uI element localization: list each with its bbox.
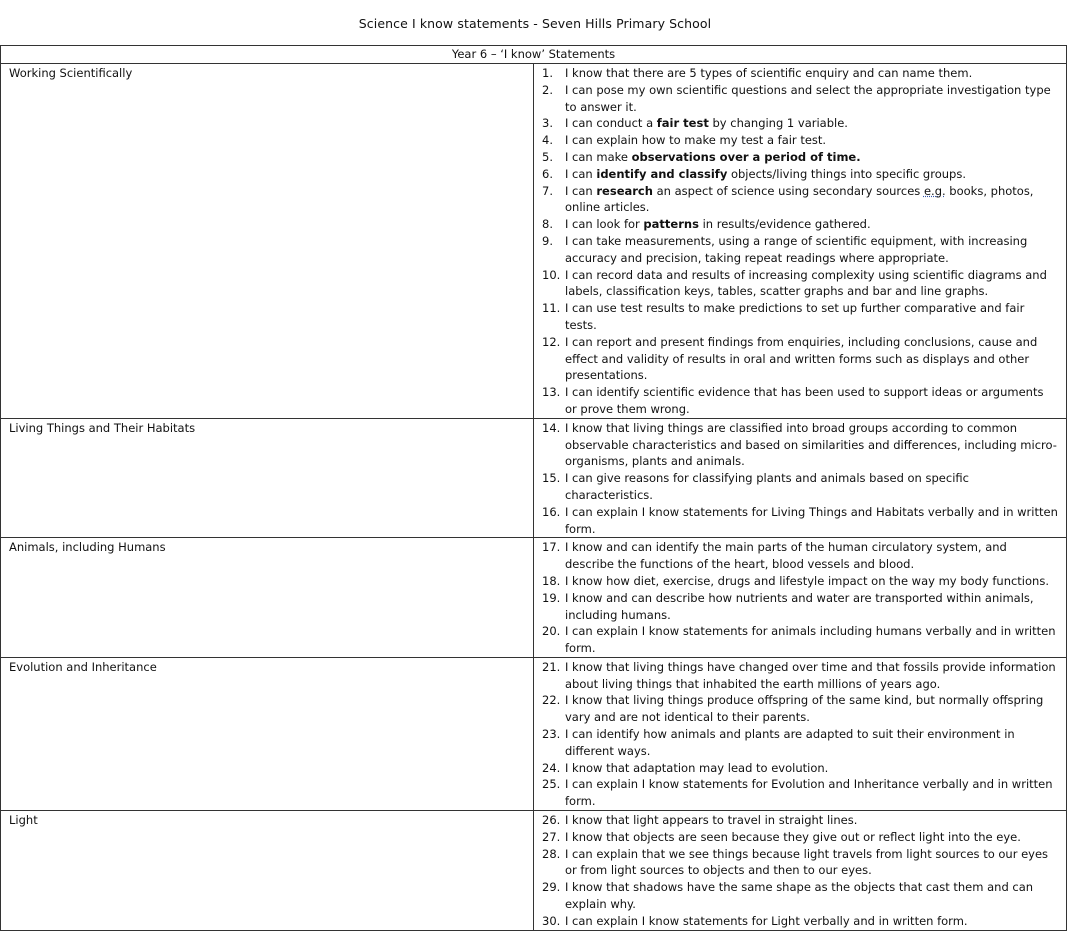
statement-text-part: I can identify how animals and plants are adapted to suit their environment in different ways. xyxy=(565,727,1015,758)
statement-item xyxy=(542,384,1058,418)
statement-item xyxy=(542,82,1058,116)
statements-table xyxy=(0,45,1067,931)
statement-text xyxy=(565,623,1058,657)
statement-text xyxy=(565,846,1058,880)
statement-text-part: I can explain I know statements for Light verbally and in written form. xyxy=(565,913,968,928)
statement-item xyxy=(542,760,1058,777)
statement-keyword: research xyxy=(596,183,653,198)
statement-keyword: fair test xyxy=(656,116,709,131)
statement-item xyxy=(542,132,1058,149)
subject-label: Living Things and Their Habitats xyxy=(1,418,534,538)
statement-number: 10. xyxy=(542,267,561,282)
statement-text-part: I know and can describe how nutrients and water are transported within animals, including humans. xyxy=(565,590,1034,622)
statement-text-part: I know that adaptation may lead to evolution. xyxy=(565,760,829,775)
statement-text xyxy=(565,590,1058,624)
statement-text xyxy=(565,82,1058,116)
statement-text xyxy=(565,573,1058,590)
statement-item xyxy=(542,166,1058,183)
statement-text-part: I can pose my own scientific questions and select the appropriate investigation type to answer it. xyxy=(565,82,1051,114)
table-header: Year 6 – ‘I know’ Statements xyxy=(1,46,1067,64)
statement-text xyxy=(565,267,1058,301)
statement-text-part: books, photos, online articles. xyxy=(565,183,1034,215)
statement-text xyxy=(565,776,1058,810)
statement-text xyxy=(565,420,1058,470)
statement-text xyxy=(565,879,1058,913)
statement-text-part: I can identify scientific evidence that has been used to support ideas or arguments or prove them wrong. xyxy=(565,385,1044,416)
statement-list xyxy=(534,418,1067,538)
statement-number: 18. xyxy=(542,573,561,588)
statement-item xyxy=(542,590,1058,624)
statement-number: 2. xyxy=(542,82,553,97)
statement-item xyxy=(542,300,1058,334)
statement-item xyxy=(542,65,1058,82)
statement-text xyxy=(565,300,1058,334)
statement-number: 24. xyxy=(542,760,561,775)
subject-label: Animals, including Humans xyxy=(1,538,534,658)
statement-item xyxy=(542,623,1058,657)
statement-item xyxy=(542,420,1058,470)
statement-text xyxy=(565,659,1058,693)
statement-item xyxy=(542,334,1058,384)
statement-text xyxy=(565,504,1058,538)
statement-text-part: I can explain how to make my test a fair test. xyxy=(565,133,827,148)
statement-number: 14. xyxy=(542,420,561,435)
statement-text-part: I can explain I know statements for Living Things and Habitats verbally and in written form. xyxy=(565,504,1058,536)
statement-item xyxy=(542,115,1058,132)
statement-item xyxy=(542,846,1058,880)
statement-text-part: in results/evidence gathered. xyxy=(698,217,871,232)
statement-item xyxy=(542,149,1058,166)
section-row xyxy=(1,657,1067,810)
statement-number: 15. xyxy=(542,471,561,486)
statement-list xyxy=(534,64,1067,419)
statement-number: 16. xyxy=(542,504,561,519)
statement-text-part: I know that living things produce offspring of the same kind, but normally offspring vary and are not identical to their parents. xyxy=(565,693,1044,725)
statement-text-part: I can xyxy=(565,166,597,181)
statement-text-part: I know how diet, exercise, drugs and lifestyle impact on the way my body functions. xyxy=(565,573,1049,588)
statement-text-part: I know that living things are classified into broad groups according to common observable characteristics and based on similarities and differences, including micro-organisms, plants and animals. xyxy=(565,420,1057,469)
statement-text xyxy=(565,726,1058,760)
statement-text-part: I can make xyxy=(565,149,632,164)
statement-number: 29. xyxy=(542,880,561,895)
statement-number: 13. xyxy=(542,385,561,400)
statement-number: 8. xyxy=(542,217,553,232)
section-row xyxy=(1,418,1067,538)
statement-text xyxy=(565,913,1058,930)
statement-text-part: I can take measurements, using a range of scientific equipment, with increasing accuracy and precision, taking repeat readings where appropriate. xyxy=(565,233,1028,265)
statement-number: 5. xyxy=(542,149,553,164)
statement-number: 21. xyxy=(542,659,561,674)
statement-text xyxy=(565,470,1058,504)
statement-text xyxy=(565,149,1058,166)
statement-number: 27. xyxy=(542,829,561,844)
statement-text-part: objects/living things into specific groups. xyxy=(727,166,966,181)
statement-text xyxy=(565,334,1058,384)
statement-item xyxy=(542,659,1058,693)
statement-text-part: I know that objects are seen because they give out or reflect light into the eye. xyxy=(565,829,1021,844)
statement-text xyxy=(565,760,1058,777)
statement-item xyxy=(542,726,1058,760)
statement-item xyxy=(542,539,1058,573)
statement-keyword: observations over a period of time. xyxy=(631,149,861,164)
statement-number: 19. xyxy=(542,590,561,605)
statement-number: 17. xyxy=(542,540,561,555)
statement-number: 25. xyxy=(542,777,561,792)
page-title: Science I know statements - Seven Hills Primary School xyxy=(358,16,712,31)
statement-number: 6. xyxy=(542,166,553,181)
statement-number: 28. xyxy=(542,846,561,861)
statement-text xyxy=(565,183,1058,217)
statement-text xyxy=(565,65,1058,82)
statement-text xyxy=(565,692,1058,726)
statement-item xyxy=(542,504,1058,538)
section-row xyxy=(1,64,1067,419)
statement-text-part: I can xyxy=(565,183,597,198)
statement-text-part: I know and can identify the main parts of the human circulatory system, and describe the functions of the heart, blood vessels and blood. xyxy=(565,540,1007,572)
statement-text-part: I can conduct a xyxy=(565,116,657,131)
statement-number: 23. xyxy=(542,727,561,742)
subject-label: Light xyxy=(1,811,534,931)
section-row xyxy=(1,538,1067,658)
statement-text-part: I can report and present findings from enquiries, including conclusions, cause and effect and validity of results in oral and written forms such as displays and other presentations. xyxy=(565,334,1038,383)
statement-item xyxy=(542,692,1058,726)
statement-number: 20. xyxy=(542,624,561,639)
statement-item xyxy=(542,812,1058,829)
statement-item xyxy=(542,470,1058,504)
statement-text xyxy=(565,829,1058,846)
statement-item xyxy=(542,233,1058,267)
statement-number: 12. xyxy=(542,334,561,349)
statement-number: 11. xyxy=(542,301,561,316)
statement-text xyxy=(565,384,1058,418)
statement-text xyxy=(565,539,1058,573)
statement-item xyxy=(542,879,1058,913)
statement-number: 7. xyxy=(542,183,553,198)
statement-text xyxy=(565,115,1058,132)
statement-text xyxy=(565,216,1058,233)
statement-text-part: I know that living things have changed over time and that fossils provide information about living things that inhabited the earth millions of years ago. xyxy=(565,659,1056,691)
statement-text xyxy=(565,812,1058,829)
statement-text-part: I can record data and results of increasing complexity using scientific diagrams and labels, classification keys, tables, scatter graphs and bar and line graphs. xyxy=(565,267,1047,299)
statement-text-part: I can explain that we see things because light travels from light sources to our eyes or from light sources to objects and then to our eyes. xyxy=(565,846,1049,878)
statement-number: 1. xyxy=(542,66,553,80)
statement-item xyxy=(542,776,1058,810)
statement-item xyxy=(542,216,1058,233)
statement-number: 30. xyxy=(542,913,561,928)
statement-text-part: I can give reasons for classifying plants and animals based on specific characteristics. xyxy=(565,471,969,502)
statement-text xyxy=(565,132,1058,149)
statement-keyword: patterns xyxy=(643,217,699,232)
statement-text-part: by changing 1 variable. xyxy=(708,116,848,131)
subject-label: Evolution and Inheritance xyxy=(1,657,534,810)
statement-keyword: identify and classify xyxy=(596,166,728,181)
statement-text-part: I can look for xyxy=(565,217,644,232)
statement-text-part: I can explain I know statements for animals including humans verbally and in written form. xyxy=(565,624,1056,656)
statement-text-part: I can use test results to make predictions to set up further comparative and fair tests. xyxy=(565,301,1025,332)
subject-label: Working Scientifically xyxy=(1,64,534,419)
statement-number: 22. xyxy=(542,693,561,708)
statement-text-part: I can explain I know statements for Evolution and Inheritance verbally and in written form. xyxy=(565,777,1053,809)
statement-number: 3. xyxy=(542,116,553,131)
statement-text xyxy=(565,233,1058,267)
statement-text-part: I know that shadows have the same shape as the objects that cast them and can explain why. xyxy=(565,880,1034,912)
table-header-row xyxy=(1,46,1067,64)
statement-list xyxy=(534,657,1067,810)
statement-text-part: an aspect of science using secondary sources xyxy=(652,183,924,198)
section-row xyxy=(1,811,1067,931)
statement-text-part: e.g. xyxy=(923,183,946,198)
statement-text-part: I know that there are 5 types of scientific enquiry and can name them. xyxy=(565,66,973,80)
statement-item xyxy=(542,829,1058,846)
statement-number: 4. xyxy=(542,133,553,148)
statement-number: 9. xyxy=(542,233,553,248)
statement-text-part: I know that light appears to travel in straight lines. xyxy=(565,813,858,828)
statement-list xyxy=(534,538,1067,658)
statement-text xyxy=(565,166,1058,183)
statement-item xyxy=(542,183,1058,217)
statement-item xyxy=(542,573,1058,590)
statement-number: 26. xyxy=(542,813,561,828)
statement-list xyxy=(534,811,1067,931)
statement-item xyxy=(542,267,1058,301)
statement-item xyxy=(542,913,1058,930)
